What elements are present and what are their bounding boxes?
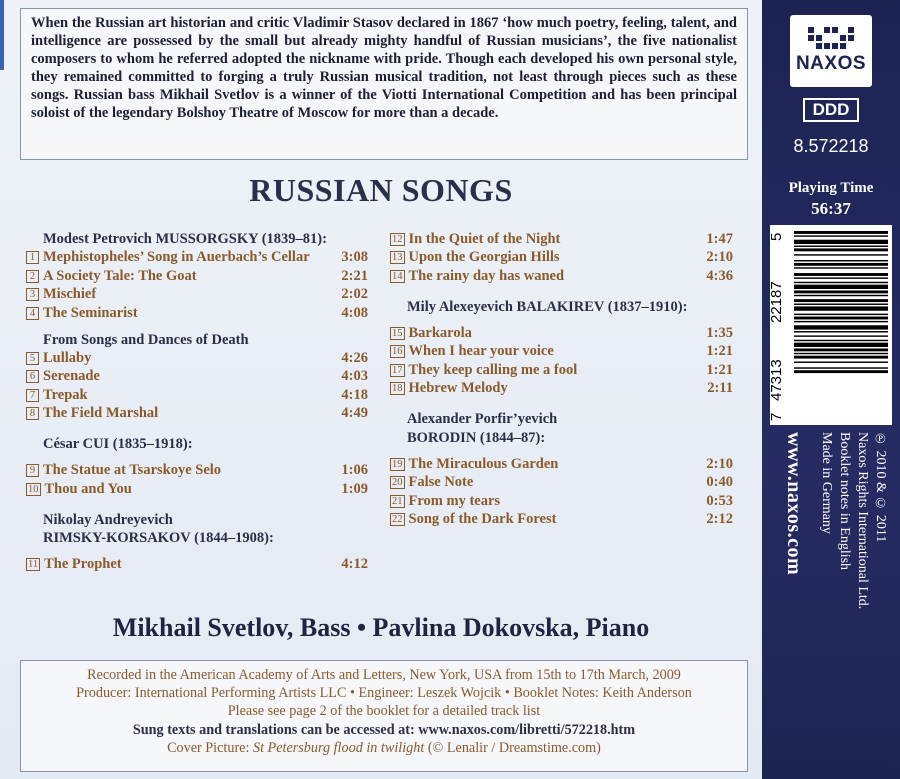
- track-time: 2:10: [706, 455, 733, 472]
- credits-sung-texts[interactable]: Sung texts and translations can be accessed at: www.naxos.com/libretti/572218.htm: [132, 721, 636, 738]
- track-time: 0:40: [706, 474, 733, 491]
- mussorgsky-tracks: [26, 249, 368, 323]
- track-number: 17: [392, 364, 403, 376]
- track-title: From my tears: [408, 492, 501, 509]
- rimsky-cont-tracks: [390, 230, 733, 286]
- naxos-logo: [790, 15, 872, 87]
- track-number: 14: [392, 270, 403, 282]
- website-url[interactable]: www.naxos.com: [783, 432, 805, 576]
- composer-cui: César CUI (1835–1918):: [43, 436, 193, 452]
- track-number: 19: [392, 458, 403, 470]
- track-row: [26, 249, 368, 268]
- track-row: [390, 361, 733, 380]
- track-number: 12: [392, 233, 403, 245]
- barcode-digit-last: 5: [768, 232, 785, 241]
- track-number: 2: [26, 270, 39, 283]
- barcode-bar: [794, 317, 888, 320]
- track-title: The Statue at Tsarskoye Selo: [43, 462, 222, 479]
- intro-text: When the Russian art historian and critic Vladimir Stasov declared in 1867 ‘how much poetry, feeling, talent, and intelligence are possessed by the small but already mighty handful of Russian musicians’, the five nationalist composers to whom he referred adopted the nickname with pride. Though each developed his own personal style, they remained committed to forging a truly Russian musical tradition, not least through pieces such as these songs. Russian bass Mikhail Svetlov is a winner of the Viotti International Competition and has been principal soloist of the legendary Bolshoy Theatre of Moscow for more than a decade.: [20, 8, 748, 160]
- balakirev-tracks: [390, 324, 733, 398]
- track-time: 1:21: [706, 343, 733, 360]
- track-title: The Prophet: [44, 556, 122, 573]
- track-row: [26, 556, 368, 575]
- track-time: 4:12: [341, 556, 368, 573]
- track-time: 4:26: [341, 349, 368, 366]
- track-row: [26, 286, 368, 305]
- track-time: 2:21: [341, 267, 368, 284]
- track-number: 13: [392, 252, 403, 264]
- track-row: [390, 230, 733, 249]
- playing-time-value: 56:37: [811, 199, 851, 218]
- track-number: 9: [26, 464, 39, 477]
- credits-see-page: Please see page 2 of the booklet for a detailed track list: [227, 703, 541, 720]
- vertical-info: [772, 432, 892, 772]
- cover-prefix: Cover Picture:: [167, 739, 253, 756]
- barcode-digit-1: 7: [768, 412, 785, 421]
- track-title: The Miraculous Garden: [408, 455, 559, 472]
- track-time: 1:06: [341, 462, 368, 479]
- track-row: [390, 324, 733, 343]
- barcode-bar: [794, 367, 888, 368]
- track-number: 5: [26, 352, 39, 365]
- barcode-bar: [794, 263, 888, 266]
- booklet-notes: Booklet notes in English: [837, 432, 852, 571]
- barcode-digit-group-2: 22187: [768, 281, 785, 323]
- barcode-bar: [794, 299, 888, 302]
- track-row: [390, 474, 733, 493]
- playing-time-label: Playing Time: [788, 180, 874, 196]
- barcode-bar: [794, 240, 888, 244]
- credits-cover: [25, 739, 743, 757]
- performers: Mikhail Svetlov, Bass • Pavlina Dokovska, Piano: [112, 613, 650, 642]
- track-title: In the Quiet of the Night: [408, 230, 561, 247]
- barcode-bar: [794, 343, 888, 347]
- barcode-digit-group-1: 47313: [768, 359, 785, 401]
- track-time: 2:11: [707, 380, 733, 397]
- track-number: 21: [392, 495, 403, 507]
- barcode-bar: [794, 362, 888, 363]
- composer-borodin-line2: BORODIN (1844–87):: [407, 429, 546, 446]
- track-row: [26, 386, 368, 405]
- track-row: [390, 380, 733, 399]
- track-row: [26, 304, 368, 323]
- credits-producer: Producer: International Performing Artists LLC • Engineer: Leszek Wojcik • Booklet Notes: Keith Anderson: [76, 685, 692, 702]
- track-row: [390, 343, 733, 362]
- composer-borodin-line1: Alexander Porfir’yevich: [407, 411, 558, 427]
- track-row: [26, 405, 368, 424]
- track-title: A Society Tale: The Goat: [43, 267, 197, 284]
- track-time: 1:21: [706, 361, 733, 378]
- rimsky-tracks: [26, 556, 368, 575]
- track-time: 2:02: [341, 286, 368, 303]
- track-title: The Field Marshal: [43, 405, 159, 422]
- copyright: ℗ 2010 & © 2011: [873, 432, 888, 543]
- track-title: The rainy day has waned: [408, 267, 565, 284]
- track-title: Hebrew Melody: [408, 380, 508, 397]
- barcode-bar: [794, 340, 888, 341]
- track-time: 2:12: [706, 511, 733, 528]
- track-title: Trepak: [43, 386, 88, 403]
- track-title: Upon the Georgian Hills: [408, 249, 560, 266]
- track-time: 4:03: [341, 368, 368, 385]
- track-row: [390, 492, 733, 511]
- cover-suffix: (© Lenalir / Dreamstime.com): [424, 739, 601, 756]
- composer-mussorgsky: Modest Petrovich MUSSORGSKY (1839–81):: [43, 231, 327, 247]
- track-number: 10: [28, 483, 39, 495]
- barcode: [770, 225, 892, 425]
- track-title: Mischief: [43, 286, 97, 303]
- track-number: 16: [392, 346, 403, 358]
- barcode-bar: [794, 273, 888, 276]
- track-row: [26, 462, 368, 481]
- cui-tracks: [26, 462, 368, 499]
- track-list-left: [26, 230, 368, 574]
- credits-recorded: Recorded in the American Academy of Arts and Letters, New York, USA from 15th to 17th March, 2009: [87, 667, 681, 683]
- track-title: Song of the Dark Forest: [408, 511, 557, 528]
- track-row: [26, 349, 368, 368]
- track-title: They keep calling me a fool: [408, 361, 578, 378]
- track-number: 18: [392, 383, 403, 395]
- track-number: 6: [26, 370, 39, 383]
- track-time: 4:36: [706, 267, 733, 284]
- album-title: RUSSIAN SONGS: [249, 172, 513, 208]
- track-time: 1:47: [706, 230, 733, 247]
- barcode-bar: [794, 356, 888, 359]
- track-row: [26, 267, 368, 286]
- barcode-bar: [794, 321, 888, 322]
- track-row: [390, 267, 733, 286]
- track-title: Lullaby: [43, 349, 92, 366]
- cover-title: St Petersburg flood in twilight: [252, 739, 425, 756]
- borodin-tracks: [390, 455, 733, 529]
- barcode-bar: [794, 254, 888, 255]
- barcode-bar: [794, 285, 888, 289]
- rights-holder: Naxos Rights International Ltd.: [855, 432, 870, 610]
- barcode-bar: [794, 277, 888, 278]
- track-time: 3:08: [341, 249, 368, 266]
- track-number: 11: [28, 559, 39, 571]
- track-row: [390, 511, 733, 530]
- logo-text: NAXOS: [795, 53, 867, 74]
- track-row: [26, 368, 368, 387]
- track-number: 7: [26, 389, 39, 402]
- track-row: [390, 455, 733, 474]
- subheading-songs-dances: From Songs and Dances of Death: [43, 331, 249, 348]
- track-time: 1:09: [341, 480, 368, 497]
- barcode-bar: [794, 235, 888, 236]
- barcode-bar: [794, 248, 888, 251]
- track-title: Serenade: [43, 368, 100, 385]
- barcode-bar: [794, 304, 888, 305]
- track-row: [390, 249, 733, 268]
- track-title: When I hear your voice: [408, 343, 554, 360]
- track-time: 4:49: [341, 405, 368, 422]
- naxos-logo-icon: [808, 27, 854, 49]
- composer-rimsky-line1: Nikolay Andreyevich: [43, 511, 173, 528]
- barcode-bar: [794, 348, 888, 351]
- barcode-bar: [794, 353, 888, 354]
- songs-dances-tracks: [26, 349, 368, 423]
- track-number: 1: [26, 251, 39, 264]
- track-title: Thou and You: [44, 480, 132, 497]
- barcode-icon: [770, 225, 892, 425]
- track-number: 4: [26, 307, 39, 320]
- track-number: 22: [392, 514, 403, 526]
- sidebar: [762, 0, 900, 779]
- track-time: 4:18: [341, 386, 368, 403]
- track-number: 20: [392, 477, 403, 489]
- track-number: 15: [392, 327, 403, 339]
- track-time: 1:35: [706, 324, 733, 341]
- barcode-bar: [794, 331, 888, 332]
- track-row: [26, 480, 368, 499]
- barcode-bar: [794, 295, 888, 296]
- barcode-bar: [794, 325, 888, 329]
- track-title: Mephistopheles’ Song in Auerbach’s Cellar: [43, 249, 310, 266]
- made-in: Made in Germany: [819, 432, 834, 534]
- track-time: 2:10: [706, 249, 733, 266]
- barcode-bar: [794, 306, 888, 310]
- barcode-bar: [794, 370, 888, 373]
- track-title: False Note: [408, 474, 474, 491]
- track-number: 8: [26, 407, 39, 420]
- catalog-number: 8.572218: [793, 136, 869, 156]
- barcode-bar: [794, 282, 888, 283]
- barcode-bar: [794, 290, 888, 293]
- barcode-bar: [794, 267, 888, 268]
- composer-balakirev: Mily Alexeyevich BALAKIREV (1837–1910):: [407, 298, 688, 315]
- barcode-bar: [794, 314, 888, 315]
- track-time: 0:53: [706, 492, 733, 509]
- barcode-bar: [794, 260, 888, 261]
- barcode-bar: [794, 231, 888, 234]
- credits-box: [20, 660, 748, 772]
- track-list-right: [390, 230, 733, 529]
- composer-rimsky-line2: RIMSKY-KORSAKOV (1844–1908):: [43, 530, 274, 546]
- barcode-bar: [794, 246, 888, 247]
- track-title: The Seminarist: [43, 304, 138, 321]
- barcode-bar: [794, 335, 888, 336]
- track-number: 3: [26, 288, 39, 301]
- track-time: 4:08: [341, 304, 368, 321]
- track-title: Barkarola: [408, 324, 472, 341]
- ddd-badge: DDD: [803, 98, 859, 122]
